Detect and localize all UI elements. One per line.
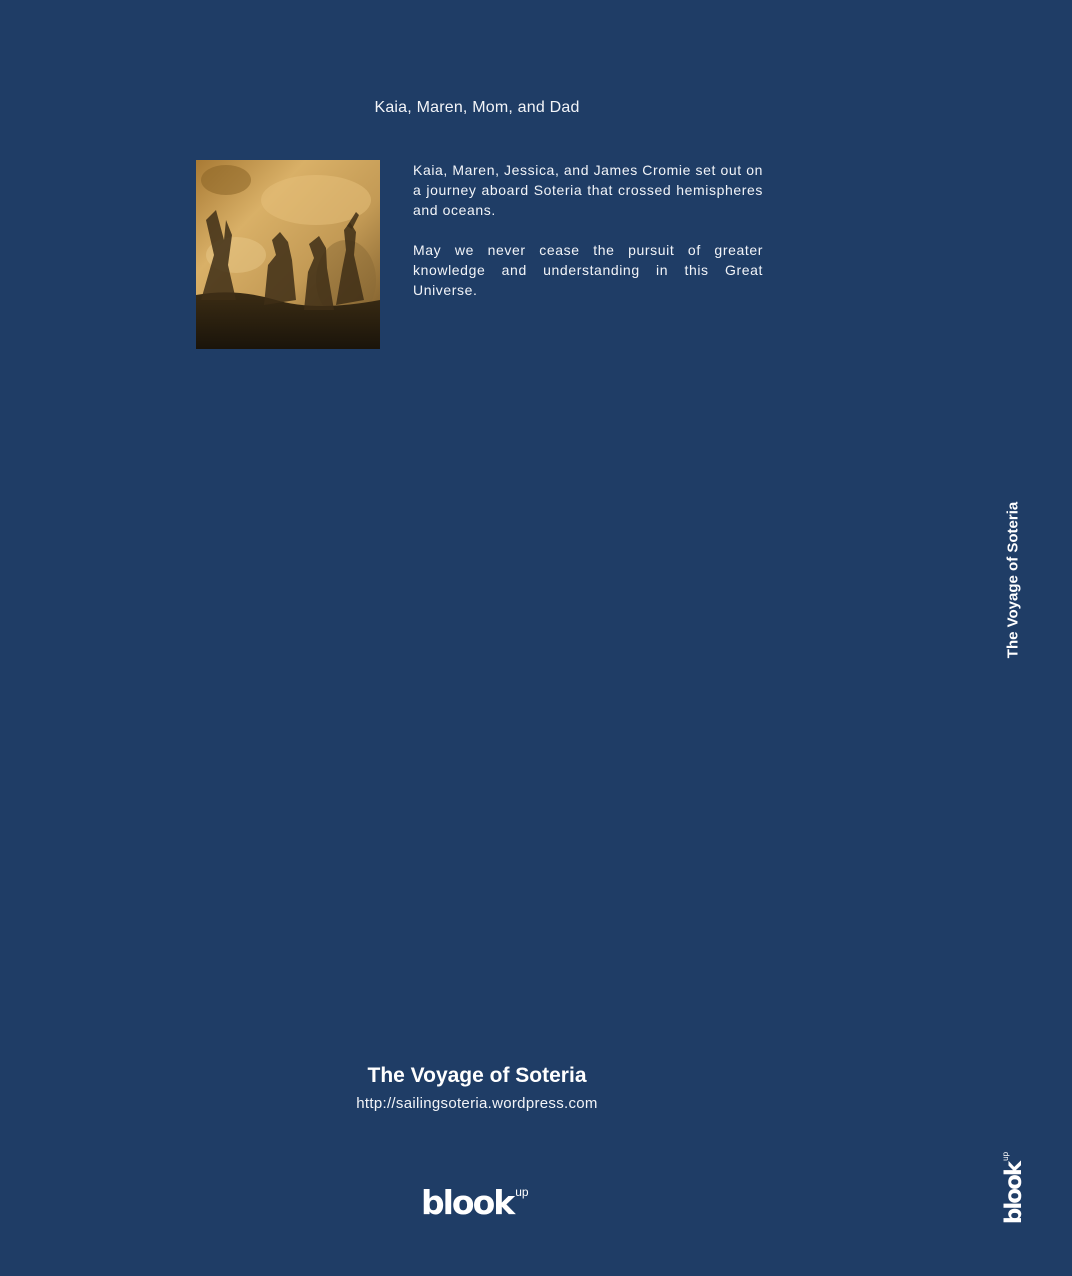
spine-title: The Voyage of Soteria: [1004, 501, 1022, 659]
logo-superscript: up: [515, 1185, 529, 1199]
back-cover-blurb: [413, 160, 763, 320]
blookup-logo: [421, 1185, 529, 1221]
blurb-paragraph: May we never cease the pursuit of greater knowledge and understanding in this Great Universe.: [413, 242, 763, 298]
book-title: The Voyage of Soteria: [367, 1064, 587, 1087]
back-cover-heading: Kaia, Maren, Mom, and Dad: [374, 99, 580, 116]
blurb-paragraph: Kaia, Maren, Jessica, and James Cromie set out on a journey aboard Soteria that crossed hemispheres and oceans.: [413, 162, 763, 218]
spine-blookup-logo: [1002, 1152, 1026, 1224]
book-url[interactable]: http://sailingsoteria.wordpress.com: [356, 1095, 598, 1112]
family-shadows-photo: [196, 160, 380, 349]
spine-logo-word: blook: [1001, 1162, 1027, 1225]
spine-logo-superscript: up: [1001, 1151, 1010, 1161]
logo-word: blook: [421, 1183, 514, 1222]
